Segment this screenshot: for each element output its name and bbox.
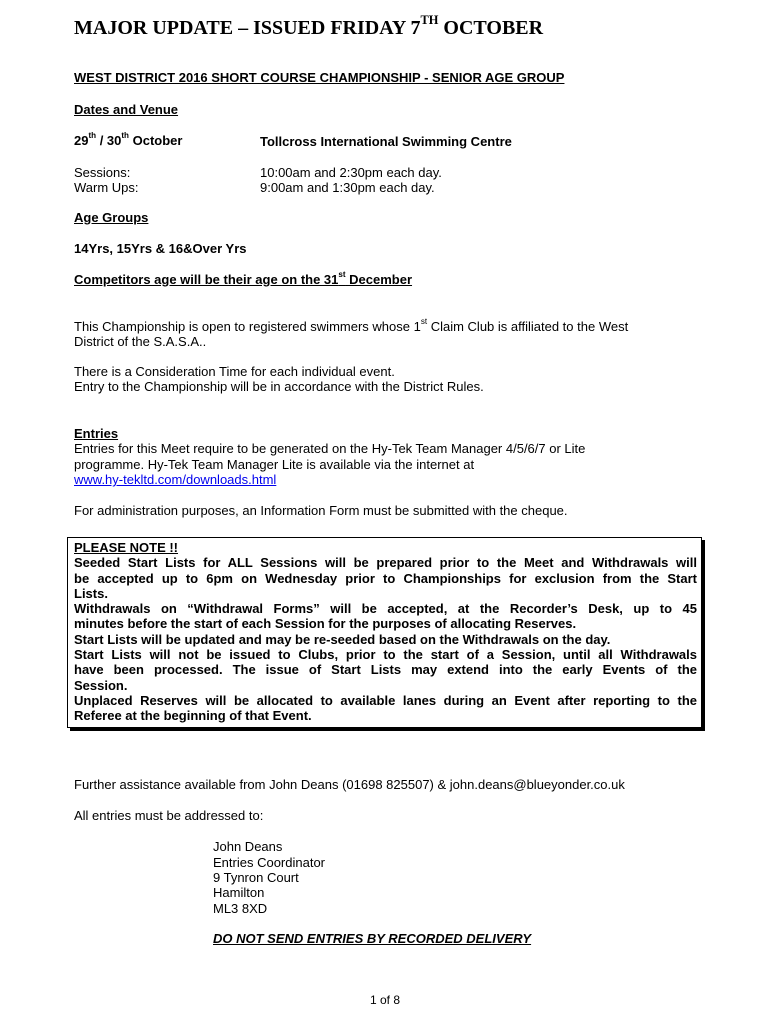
note-line: have been processed. The issue of Start Lists may extend into the early Events of the — [74, 662, 697, 678]
district-rules-text: Entry to the Championship will be in accordance with the District Rules. — [74, 379, 484, 394]
age-groups-heading: Age Groups — [74, 210, 149, 225]
warmups-value: 9:00am and 1:30pm each day. — [260, 180, 435, 195]
note-line: Seeded Start Lists for ALL Sessions will be prepared prior to the Meet and Withdrawals will — [74, 555, 697, 571]
address-intro: All entries must be addressed to: — [74, 808, 264, 823]
address-line: Hamilton — [213, 885, 265, 900]
note-line: be accepted up to 6pm on Wednesday prior to Championships for exclusion from the Start — [74, 570, 697, 586]
recorded-delivery-warning: DO NOT SEND ENTRIES BY RECORDED DELIVERY — [213, 931, 532, 946]
warmups-label: Warm Ups: — [74, 180, 139, 195]
note-line: Session. — [74, 677, 128, 693]
please-note-text — [74, 540, 697, 724]
consideration-time-text: There is a Consideration Time for each individual event. — [74, 364, 395, 379]
page-number: 1 of 8 — [369, 993, 401, 1007]
sessions-value: 10:00am and 2:30pm each day. — [260, 165, 442, 180]
age-groups-list: 14Yrs, 15Yrs & 16&Over Yrs — [74, 241, 247, 256]
event-dates: 29th / 30th October — [74, 131, 183, 148]
venue-name: Tollcross International Swimming Centre — [260, 134, 512, 149]
entries-line-2: programme. Hy-Tek Team Manager Lite is available via the internet at — [74, 457, 475, 472]
entries-heading: Entries — [74, 426, 119, 441]
note-line: Start Lists will not be issued to Clubs, prior to the start of a Session, until all Withdrawals — [74, 647, 697, 663]
sessions-label: Sessions: — [74, 165, 131, 180]
assistance-contact: Further assistance available from John Deans (01698 825507) & john.deans@blueyonder.co.uk — [74, 777, 625, 792]
note-line: Unplaced Reserves will be allocated to available lanes during an Event after reporting to the — [74, 692, 697, 708]
note-line: Withdrawals on “Withdrawal Forms” will be accepted, at the Recorder’s Desk, up to 45 — [74, 601, 697, 617]
note-line: Referee at the beginning of that Event. — [74, 708, 312, 724]
note-line: Lists. — [74, 585, 108, 601]
championship-title: WEST DISTRICT 2016 SHORT COURSE CHAMPIONSHIP - SENIOR AGE GROUP — [74, 70, 565, 85]
entries-line-1: Entries for this Meet require to be generated on the Hy-Tek Team Manager 4/5/6/7 or Lite — [74, 441, 586, 456]
please-note-heading: PLEASE NOTE !! — [74, 540, 179, 555]
hytek-download-link[interactable]: www.hy-tekltd.com/downloads.html — [74, 472, 277, 487]
update-banner: MAJOR UPDATE – ISSUED FRIDAY 7TH OCTOBER — [74, 13, 544, 39]
address-line: John Deans — [213, 839, 283, 854]
address-line: ML3 8XD — [213, 901, 268, 916]
address-line: Entries Coordinator — [213, 855, 325, 870]
eligibility-line-1: This Championship is open to registered swimmers whose 1st Claim Club is affiliated to the West — [74, 317, 629, 334]
admin-note: For administration purposes, an Information Form must be submitted with the cheque. — [74, 503, 568, 518]
dates-venue-heading: Dates and Venue — [74, 102, 179, 117]
eligibility-line-2: District of the S.A.S.A.. — [74, 334, 207, 349]
address-line: 9 Tynron Court — [213, 870, 299, 885]
age-rule: Competitors age will be their age on the 31st December — [74, 270, 413, 287]
note-line: Start Lists will be updated and may be re-seeded based on the Withdrawals on the day. — [74, 631, 611, 647]
note-line: minutes before the start of each Session for the purposes of allocating Reserves. — [74, 616, 577, 632]
